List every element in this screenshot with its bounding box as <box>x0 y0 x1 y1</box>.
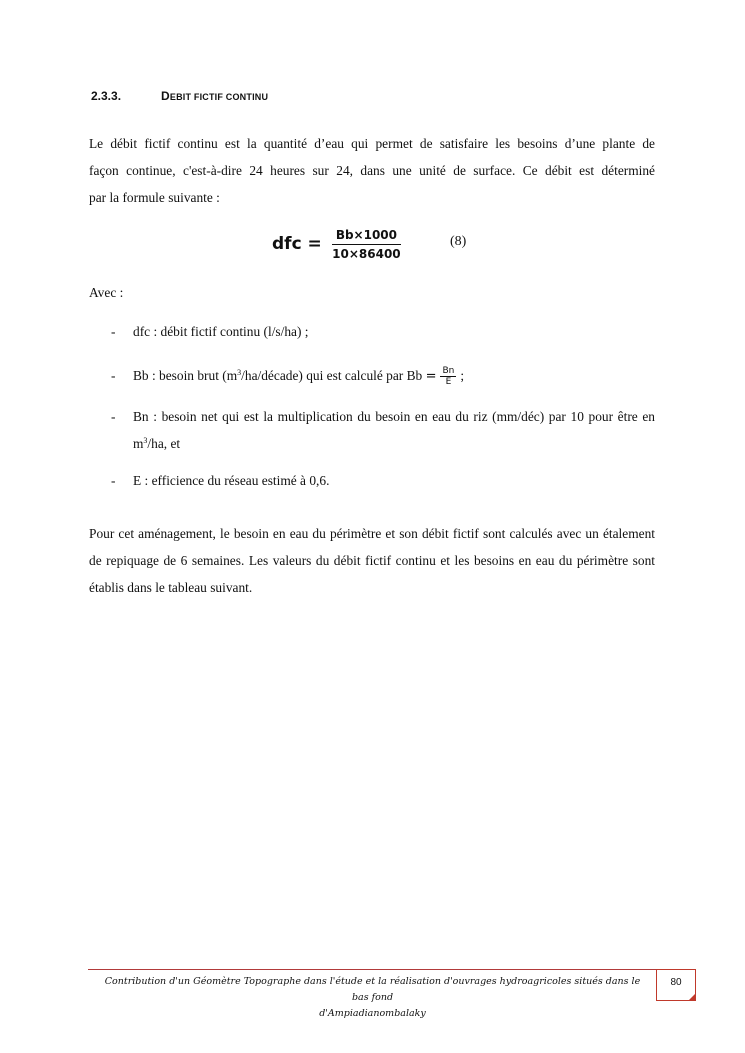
bb-fraction-denominator: E <box>445 377 452 388</box>
formula-numerator: Bb×1000 <box>332 228 401 245</box>
avec-label: Avec : <box>89 285 124 300</box>
page-corner-fold <box>688 993 696 1001</box>
section-number: 2.3.3. <box>91 89 122 103</box>
intro-line-2: façon continue, c'est-à-dire 24 heures sur 24, dans une unité de surface. Ce débit est déterminé <box>89 163 655 178</box>
footer-text-line-1: Contribution d'un Géomètre Topographe dans l'étude et la réalisation d'ouvrages hydroagricoles situés dans le bas fond <box>104 976 641 1003</box>
footer-text <box>100 974 645 1022</box>
intro-line-3: par la formule suivante : <box>89 190 220 205</box>
section-title <box>161 89 268 103</box>
list-item-text <box>133 403 655 457</box>
footer-text-line-2: d'Ampiadianombalaky <box>319 1008 426 1019</box>
list-dash: - <box>111 473 116 488</box>
list-item-text <box>133 362 655 390</box>
bn-superscript: 3 <box>143 436 148 445</box>
formula-dfc <box>272 224 401 264</box>
list-dash: - <box>111 368 116 383</box>
bb-text-b: /ha/décade) qui est calculé par Bb <box>241 368 423 383</box>
footer-rule <box>88 969 660 970</box>
bb-fraction-numerator: Bn <box>442 366 455 377</box>
list-item-text: dfc : débit fictif continu (l/s/ha) ; <box>133 324 309 339</box>
closing-paragraph: Pour cet aménagement, le besoin en eau du périmètre et son débit fictif sont calculés avec un étalement de repiquage de 6 semaines. Les valeurs du débit fictif continu et les besoins en eau du périmètre sont établis dans le tableau suivant. <box>89 526 655 595</box>
list-item-text: E : efficience du réseau estimé à 0,6. <box>133 473 330 488</box>
bb-superscript: 3 <box>237 368 242 377</box>
formula-lhs: dfc = <box>272 234 322 254</box>
section-title-rest: EBIT FICTIF CONTINU <box>169 92 269 102</box>
equation-number: (8) <box>450 234 467 249</box>
section-heading <box>91 89 268 103</box>
list-dash: - <box>111 324 116 339</box>
section-title-initial: D <box>161 89 170 103</box>
formula-denominator: 10×86400 <box>332 246 401 261</box>
page-number-box <box>656 969 696 1001</box>
formula-fraction <box>332 228 401 261</box>
intro-paragraph <box>89 130 655 211</box>
page-number: 80 <box>670 977 682 988</box>
bb-fraction <box>440 366 456 387</box>
bb-end: ; <box>460 368 465 383</box>
bb-text-a: Bb : besoin brut (m <box>133 368 238 383</box>
list-dash: - <box>111 409 116 424</box>
intro-line-1: Le débit fictif continu est la quantité d’eau qui permet de satisfaire les besoins d’une plante de <box>89 136 655 151</box>
bn-text-b: /ha, et <box>147 436 181 451</box>
bb-equals: = <box>425 369 437 384</box>
bn-text-a: Bn : besoin net qui est la multiplication du besoin en eau du riz (mm/déc) par 10 pour être en m <box>133 409 655 451</box>
